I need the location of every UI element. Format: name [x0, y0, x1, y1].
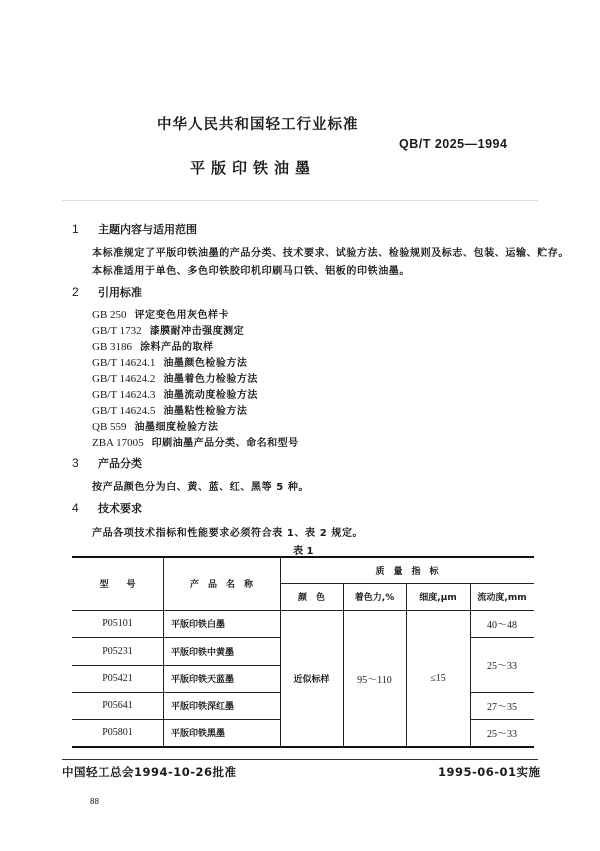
header-product-name: 产 品 名 称 — [189, 580, 253, 590]
reference-title: 油墨着色力检验方法 — [163, 374, 258, 385]
cell-flow: 40～48 — [487, 620, 517, 631]
approval-date: 中国轻工总会1994-10-26批准 — [62, 765, 237, 779]
cell-flow: 27～35 — [487, 702, 517, 713]
section-title: 产品分类 — [98, 457, 142, 470]
cell-flow: 25～33 — [487, 729, 517, 740]
table-caption: 表 1 — [293, 546, 314, 557]
reference-item — [92, 386, 258, 401]
reference-item — [92, 322, 244, 337]
reference-code: GB 3186 — [92, 341, 133, 353]
section-1-paragraph-2: 本标准适用于单色、多色印铁胶印机印刷马口铁、铝板的印铁油墨。 — [92, 266, 410, 277]
reference-title: 评定变色用灰色样卡 — [134, 310, 230, 321]
header-rule — [62, 200, 538, 201]
page-number: 88 — [90, 797, 99, 806]
section-4-paragraph: 产品各项技术指标和性能要求必须符合表 1、表 2 规定。 — [92, 528, 364, 539]
section-4-heading — [72, 500, 142, 516]
issuing-organization: 中华人民共和国轻工行业标准 — [157, 117, 359, 133]
cell-fineness-merged: ≤15 — [430, 672, 446, 684]
section-number: 2 — [72, 285, 79, 299]
section-2-heading — [72, 284, 142, 300]
cell-model: P05641 — [102, 700, 133, 711]
reference-item — [92, 434, 299, 449]
section-number: 1 — [72, 222, 79, 236]
reference-title: 漆膜耐冲击强度测定 — [149, 326, 245, 337]
reference-item — [92, 306, 229, 321]
header-color: 颜 色 — [297, 593, 325, 603]
reference-title: 油墨粘性检验方法 — [163, 406, 248, 417]
cell-product-name: 平版印铁中黄墨 — [171, 647, 235, 658]
cell-flow: 25～33 — [487, 661, 517, 672]
reference-item — [92, 370, 258, 385]
effective-date: 1995-06-01实施 — [438, 765, 541, 779]
reference-title: 油墨细度检验方法 — [134, 422, 219, 433]
table-bottom-border — [72, 746, 534, 748]
reference-item — [92, 354, 247, 369]
reference-code: GB/T 14624.5 — [92, 405, 156, 417]
reference-item — [92, 418, 219, 433]
section-title: 技术要求 — [98, 502, 142, 515]
cell-model: P05421 — [102, 673, 133, 684]
cell-tinting-strength-merged: 95～110 — [357, 674, 392, 686]
section-number: 4 — [72, 501, 79, 515]
cell-model: P05231 — [102, 645, 133, 657]
reference-title: 油墨颜色检验方法 — [163, 358, 248, 369]
section-1-heading — [72, 221, 197, 237]
header-model: 型 号 — [99, 580, 136, 590]
reference-code: GB/T 14624.3 — [92, 389, 156, 401]
cell-product-name: 平版印铁深红墨 — [171, 702, 235, 712]
reference-item — [92, 402, 247, 417]
reference-code: QB 559 — [92, 421, 127, 433]
section-3-paragraph: 按产品颜色分为白、黄、蓝、红、黑等 5 种。 — [92, 482, 310, 493]
header-flow: 流动度,mm — [477, 593, 527, 603]
cell-product-name: 平版印铁白墨 — [171, 620, 226, 630]
reference-title: 油墨流动度检验方法 — [163, 390, 258, 401]
reference-title: 印刷油墨产品分类、命名和型号 — [151, 438, 299, 449]
reference-code: GB/T 14624.1 — [92, 357, 156, 369]
reference-title: 涂料产品的取样 — [140, 342, 214, 353]
reference-code: GB 250 — [92, 309, 127, 321]
header-tinting-strength: 着色力,% — [354, 593, 395, 603]
cell-product-name: 平版印铁天蓝墨 — [171, 675, 235, 685]
section-3-heading — [72, 455, 142, 471]
header-quality-indicators: 质 量 指 标 — [375, 566, 439, 577]
footer-rule — [62, 759, 538, 760]
section-title: 主题内容与适用范围 — [98, 223, 197, 236]
section-1-paragraph-1: 本标准规定了平版印铁油墨的产品分类、技术要求、试验方法、检验规则及标志、包装、运输、贮存。 — [92, 248, 569, 259]
reference-code: GB/T 1732 — [92, 325, 142, 337]
cell-product-name: 平版印铁黑墨 — [171, 729, 226, 739]
reference-item — [92, 338, 214, 353]
reference-code: GB/T 14624.2 — [92, 373, 156, 385]
standard-code: QB/T 2025—1994 — [399, 137, 508, 151]
section-number: 3 — [72, 456, 79, 470]
header-fineness: 细度,μm — [419, 593, 457, 603]
section-title: 引用标准 — [98, 286, 142, 299]
cell-model: P05101 — [102, 618, 133, 629]
cell-model: P05801 — [102, 727, 133, 738]
cell-color-merged: 近似标样 — [293, 674, 330, 685]
document-title: 平版印铁油墨 — [190, 159, 317, 177]
reference-code: ZBA 17005 — [92, 437, 144, 449]
